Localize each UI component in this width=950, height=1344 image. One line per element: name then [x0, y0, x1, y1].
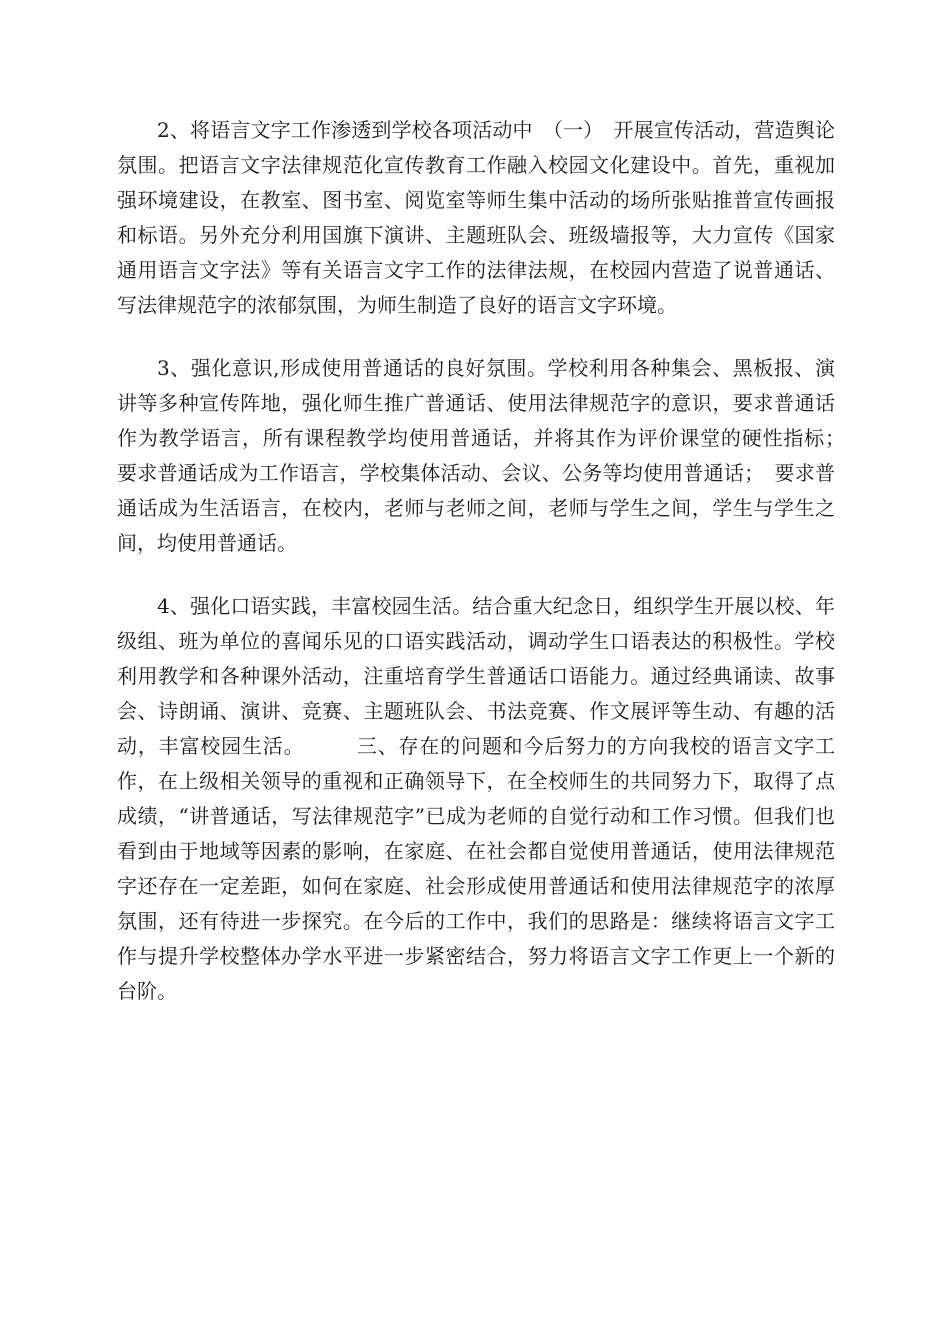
paragraph-mandarin-awareness: 3、强化意识,形成使用普通话的良好氛围。学校利用各种集会、黑板报、演讲等多种宣传阵地，强化师生推广普通话、使用法律规范字的意识，要求普通话作为教学语言，所有课程教学均使用普通话，并将其作为评价课堂的硬性指标； 要求普通话成为工作语言，学校集体活动、会议、公务等均使用普通话； 要求普通话成为生活语言，在校内，老师与老师之间，老师与学生之间，学生与学生之间，均使用普通话。: [117, 356, 855, 555]
document-body: [117, 113, 855, 1037]
paragraph-oral-practice-and-problems: 4、强化口语实践，丰富校园生活。结合重大纪念日，组织学生开展以校、年级组、班为单位的喜闻乐见的口语实践活动，调动学生口语表达的积极性。学校利用教学和各种课外活动，注重培育学生普通话口语能力。通过经典诵读、故事会、诗朗诵、演讲、竞赛、主题班队会、书法竞赛、作文展评等生动、有趣的活动，丰富校园生活。 三、存在的问题和今后努力的方向我校的语言文字工作，在上级相关领导的重视和正确领导下，在全校师生的共同努力下，取得了点成绩，“讲普通话，写法律规范字”已成为老师的自觉行动和工作习惯。但我们也看到由于地域等因素的影响，在家庭、在社会都自觉使用普通话，使用法律规范字还存在一定差距，如何在家庭、社会形成使用普通话和使用法律规范字的浓厚氛围，还有待进一步探究。在今后的工作中，我们的思路是：继续将语言文字工作与提升学校整体办学水平进一步紧密结合，努力将语言文字工作更上一个新的台阶。: [117, 594, 835, 1003]
paragraph-publicity-activities: 2、将语言文字工作渗透到学校各项活动中 （一） 开展宣传活动，营造舆论氛围。把语言文字法律规范化宣传教育工作融入校园文化建设中。首先，重视加强环境建设，在教室、图书室、阅览室等师生集中活动的场所张贴推普宣传画报和标语。另外充分利用国旗下演讲、主题班队会、班级墙报等，大力宣传《国家通用语言文字法》等有关语言文字工作的法律法规，在校园内营造了说普通话、写法律规范字的浓郁氛围，为师生制造了良好的语言文字环境。: [117, 118, 835, 317]
